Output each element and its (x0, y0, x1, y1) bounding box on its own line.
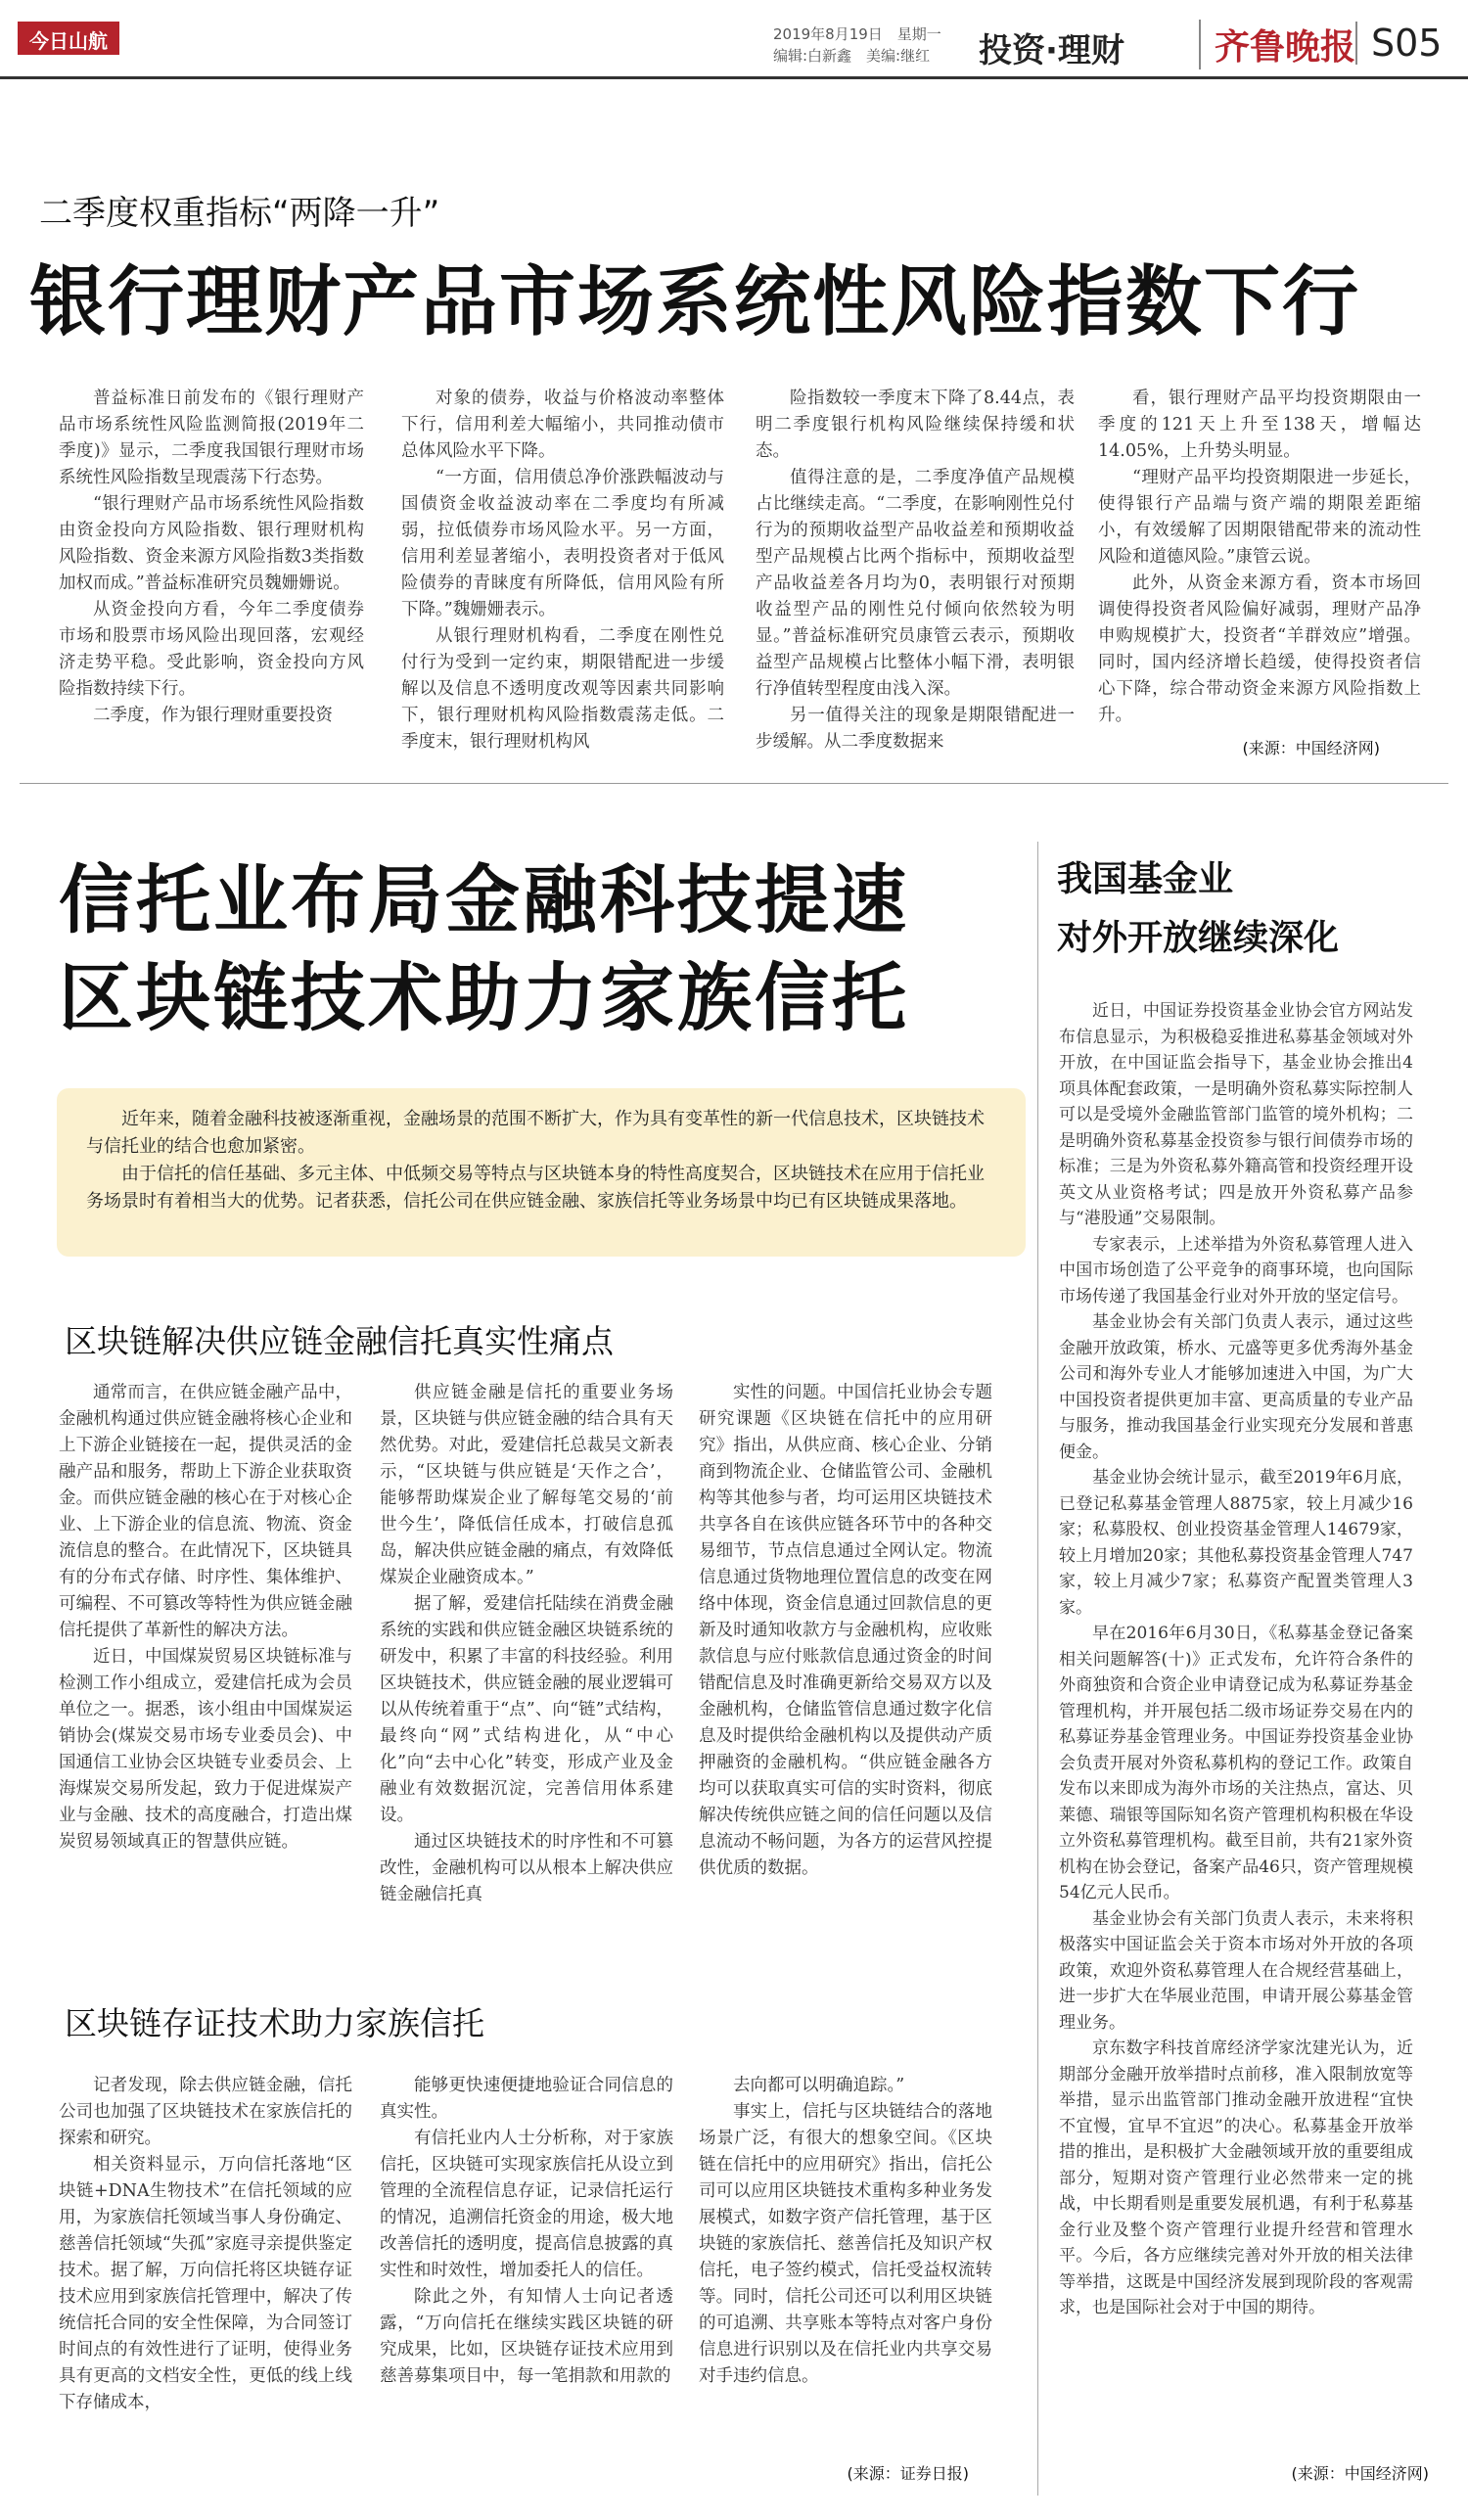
column-separator (1037, 842, 1038, 2496)
story2-subhead-2: 区块链存证技术助力家族信托 (65, 2004, 484, 2042)
story1-col4: 看，银行理财产品平均投资期限由一季度的121天上升至138天，增幅达14.05%，上升势头明显。 “理财产品平均投资期限进一步延长，使得银行产品端与资产端的期限差距缩小，有效缓解了因期限错配带来的流动性风险和道德风险。”康管云说。 此外，从资金来源方看，资本市场回调使得投资者风险偏好减弱，理财产品净申购规模扩大，投资者“羊群效应”增强。同时，国内经济增长趋缓，使得投资者信心下降，综合带动资金来源方风险指数上升。 (1098, 389, 1421, 725)
story3-source: (来源：中国经济网) (1291, 2464, 1429, 2483)
divider (20, 783, 1448, 784)
story3-body: 近日，中国证券投资基金业协会官方网站发布信息显示，为积极稳妥推进私募基金领域对外开放，在中国证监会指导下，基金业协会推出4项具体配套政策，一是明确外资私募实际控制人可以是受境外金融监管部门监管的境外机构；二是明确外资私募基金投资参与银行间债券市场的标准；三是为外资私募外籍高管和投资经理开设英文从业资格考试；四是放开外资私募产品参与“港股通”交易限制。 专家表示，上述举措为外资私募管理人进入中国市场创造了公平竞争的商事环境，也向国际市场传递了我国基金行业对外开放的坚定信号。 基金业协会有关部门负责人表示，通过这些金融开放政策，桥水、元盛等更多优秀海外基金公司和海外专业人才能够加速进入中国，为广大中国投资者提供更加丰富、更高质量的专业产品与服务，推动我国基金行业实现充分发展和普惠便金。 基金业协会统计显示，截至2019年6月底，已登记私募基金管理人8875家，较上月减少16家；私募股权、创业投资基金管理人14679家，较上月增加20家；其他私募投资基金管理人747家，较上月减少7家；私募资产配置类管理人3家。 早在2016年6月30日，《私募基金登记备案相关问题解答(十)》正式发布，允许符合条件的外商独资和合资企业申请登记成为私募证券基金管理机构，并开展包括二级市场证券交易在内的私募证券基金管理业务。中国证券投资基金业协会负责开展对外资私募机构的登记工作。政策自发布以来即成为海外市场的关注热点，富达、贝莱德、瑞银等国际知名资产管理机构积极在华设立外资私募管理机构。截至目前，共有21家外资机构在协会登记，备案产品46只，资产管理规模54亿元人民币。 基金业协会有关部门负责人表示，未来将积极落实中国证监会关于资本市场对外开放的各项政策，欢迎外资私募管理人在合规经营基础上，进一步扩大在华展业范围，申请开展公募基金管理业务。 京东数字科技首席经济学家沈建光认为，近期部分金融开放举措时点前移，准入限制放宽等举措，显示出监管部门推动金融开放进程“宜快不宜慢，宜早不宜迟”的决心。私募基金开放举措的推出，是积极扩大金融领域开放的重要组成部分，短期对资产管理行业必然带来一定的挑战，中长期看则是重要发展机遇，有利于私募基金行业及整个资产管理行业提升经营和管理水平。今后，各方应继续完善对外开放的相关法律等举措，这既是中国经济发展到现阶段的客观需求，也是国际社会对于中国的期待。 (1059, 1001, 1413, 2317)
story3-title-line2: 对外开放继续深化 (1057, 918, 1340, 958)
story2-sub1-col3: 实性的问题。中国信托业协会专题研究课题《区块链在信托中的应用研究》指出，从供应商、核心企业、分销商到物流企业、仓储监管公司、金融机构等其他参与者，均可运用区块链技术共享各自在该供应链各环节中的各种交易细节，节点信息通过全网认定。物流信息通过货物地理位置信息的改变在网络中体现，资金信息通过回款信息的更新及时通知收款方与金融机构，应收账款信息与应付账款信息通过资金的时间错配信息及时准确更新给交易双方以及金融机构，仓储监管信息通过数字化信息及时提供给金融机构以及提供动产质押融资的金融机构。“供应链金融各方均可以获取真实可信的实时资料，彻底解决传统供应链之间的信任问题以及信息流动不畅问题，为各方的运营风控提供优质的数据。 (699, 1383, 992, 1878)
section-name: 投资·理财 (979, 31, 1124, 70)
story2-sub2-col3: 去向都可以明确追踪。” 事实上，信托与区块链结合的落地场景广泛，有很大的想象空间。《区块链在信托中的应用研究》指出，信托公司可以应用区块链技术重构多种业务发展模式，如数字资产信托管理，基于区块链的家族信托、慈善信托及知识产权信托，电子签约模式，信托受益权流转等。同时，信托公司还可以利用区块链的可追溯、共享账本等特点对客户身份信息进行识别以及在信托业内共享交易对手违约信息。 (699, 2076, 992, 2386)
masthead-rule (0, 76, 1468, 79)
page-number: S05 (1355, 22, 1442, 65)
story2-headline-line1: 信托业布局金融科技提速 (59, 856, 909, 943)
story2-sub2-col2: 能够更快速便捷地验证合同信息的真实性。 有信托业内人士分析称，对于家族信托，区块链可实现家族信托从设立到管理的全流程信息存证，记录信托运行的情况，追溯信托资金的用途，极大地改善信托的透明度，提高信息披露的真实性和时效性，增加委托人的信任。 除此之外，有知情人士向记者透露，“万向信托在继续实践区块链的研究成果，比如，区块链存证技术应用到慈善募集项目中，每一笔捐款和用款的 (380, 2076, 673, 2386)
story1-kicker: 二季度权重指标“两降一升” (39, 194, 440, 233)
story2-source: (来源：证券日报) (847, 2464, 969, 2483)
story2-subhead-1: 区块链解决供应链金融信托真实性痛点 (65, 1322, 614, 1360)
date-line: 2019年8月19日 星期一 (773, 25, 941, 43)
story1-source: (来源：中国经济网) (1242, 739, 1380, 757)
story2-sub2-col1: 记者发现，除去供应链金融，信托公司也加强了区块链技术在家族信托的探索和研究。 相关资料显示，万向信托落地“区块链+DNA生物技术”在信托领域的应用，为家族信托领域当事人身份确定、慈善信托领域“失孤”家庭寻亲提供鉴定技术。据了解，万向信托将区块链存证技术应用到家族信托管理中，解决了传统信托合同的安全性保障，为合同签订时间点的有效性进行了证明，使得业务具有更高的文档安全性，更低的线上线下存储成本， (59, 2076, 352, 2412)
story1-col1: 普益标准日前发布的《银行理财产品市场系统性风险监测简报(2019年二季度)》显示，二季度我国银行理财市场系统性风险指数呈现震荡下行态势。 “银行理财产品市场系统性风险指数由资金投向方风险指数、银行理财机构风险指数、资金来源方风险指数3类指数加权而成。”普益标准研究员魏姗姗说。 从资金投向方看，今年二季度债券市场和股票市场风险出现回落，宏观经济走势平稳。受此影响，资金投向方风险指数持续下行。 二季度，作为银行理财重要投资 (59, 389, 364, 725)
story2-headline-line2: 区块链技术助力家族信托 (59, 954, 909, 1041)
paper-name: 齐鲁晚报 (1199, 20, 1355, 69)
section-tag: 今日山航 (18, 22, 119, 55)
story1-headline: 银行理财产品市场系统性风险指数下行 (29, 258, 1361, 346)
story2-sub1-col1: 通常而言，在供应链金融产品中，金融机构通过供应链金融将核心企业和上下游企业链接在一起，提供灵活的金融产品和服务，帮助上下游企业获取资金。而供应链金融的核心在于对核心企业、上下游企业的信息流、物流、资金流信息的整合。在此情况下，区块链具有的分布式存储、时序性、集体维护、可编程、不可篡改等特性为供应链金融信托提供了革新性的解决方法。 近日，中国煤炭贸易区块链标准与检测工作小组成立，爱建信托成为会员单位之一。据悉，该小组由中国煤炭运销协会(煤炭交易市场专业委员会)、中国通信工业协会区块链专业委员会、上海煤炭交易所发起，致力于促进煤炭产业与金融、技术的高度融合，打造出煤炭贸易领域真正的智慧供应链。 (59, 1383, 352, 1852)
story3-title-line1: 我国基金业 (1057, 859, 1234, 899)
story2-sub1-col2: 供应链金融是信托的重要业务场景，区块链与供应链金融的结合具有天然优势。对此，爱建信托总裁吴文新表示，“区块链与供应链是‘天作之合’，能够帮助煤炭企业了解每笔交易的‘前世今生’，降低信任成本，打破信息孤岛，解决供应链金融的痛点，有效降低煤炭企业融资成本。” 据了解，爱建信托陆续在消费金融系统的实践和供应链金融区块链系统的研发中，积累了丰富的科技经验。利用区块链技术，供应链金融的展业逻辑可以从传统着重于“点”、向“链”式结构，最终向“网”式结构进化，从“中心化”向“去中心化”转变，形成产业及金融业有效数据沉淀，完善信用体系建设。 通过区块链技术的时序性和不可篡改性，金融机构可以从根本上解决供应链金融信托真 (380, 1383, 673, 1904)
story2-lead-box: 近年来，随着金融科技被逐渐重视，金融场景的范围不断扩大，作为具有变革性的新一代信息技术，区块链技术与信托业的结合也愈加紧密。 由于信托的信任基础、多元主体、中低频交易等特点与区块链本身的特性高度契合，区块链技术在应用于信托业务场景时有着相当大的优势。记者获悉，信托公司在供应链金融、家族信托等业务场景中均已有区块链成果落地。 (57, 1088, 1026, 1257)
story1-col2: 对象的债券，收益与价格波动率整体下行，信用利差大幅缩小，共同推动债市总体风险水平下降。 “一方面，信用债总净价涨跌幅波动与国债资金收益波动率在二季度均有所减弱，拉低债券市场风险水平。另一方面，信用利差显著缩小，表明投资者对于低风险债券的青睐度有所降低，信用风险有所下降。”魏姗姗表示。 从银行理财机构看，二季度在刚性兑付行为受到一定约束，期限错配进一步缓解以及信息不透明度改观等因素共同影响下，银行理财机构风险指数震荡走低。二季度末，银行理财机构风 (401, 389, 724, 752)
story1-col3: 险指数较一季度末下降了8.44点，表明二季度银行机构风险继续保持缓和状态。 值得注意的是，二季度净值产品规模占比继续走高。“二季度，在影响刚性兑付行为的预期收益型产品收益差和预期收益型产品规模占比两个指标中，预期收益型产品收益差各月均为0，表明银行对预期收益型产品的刚性兑付倾向依然较为明显。”普益标准研究员康管云表示，预期收益型产品规模占比整体小幅下滑，表明银行净值转型程度由浅入深。 另一值得关注的现象是期限错配进一步缓解。从二季度数据来 (756, 389, 1075, 752)
editor-line: 编辑:白新鑫 美编:继红 (773, 47, 931, 65)
masthead-meta (773, 23, 969, 67)
